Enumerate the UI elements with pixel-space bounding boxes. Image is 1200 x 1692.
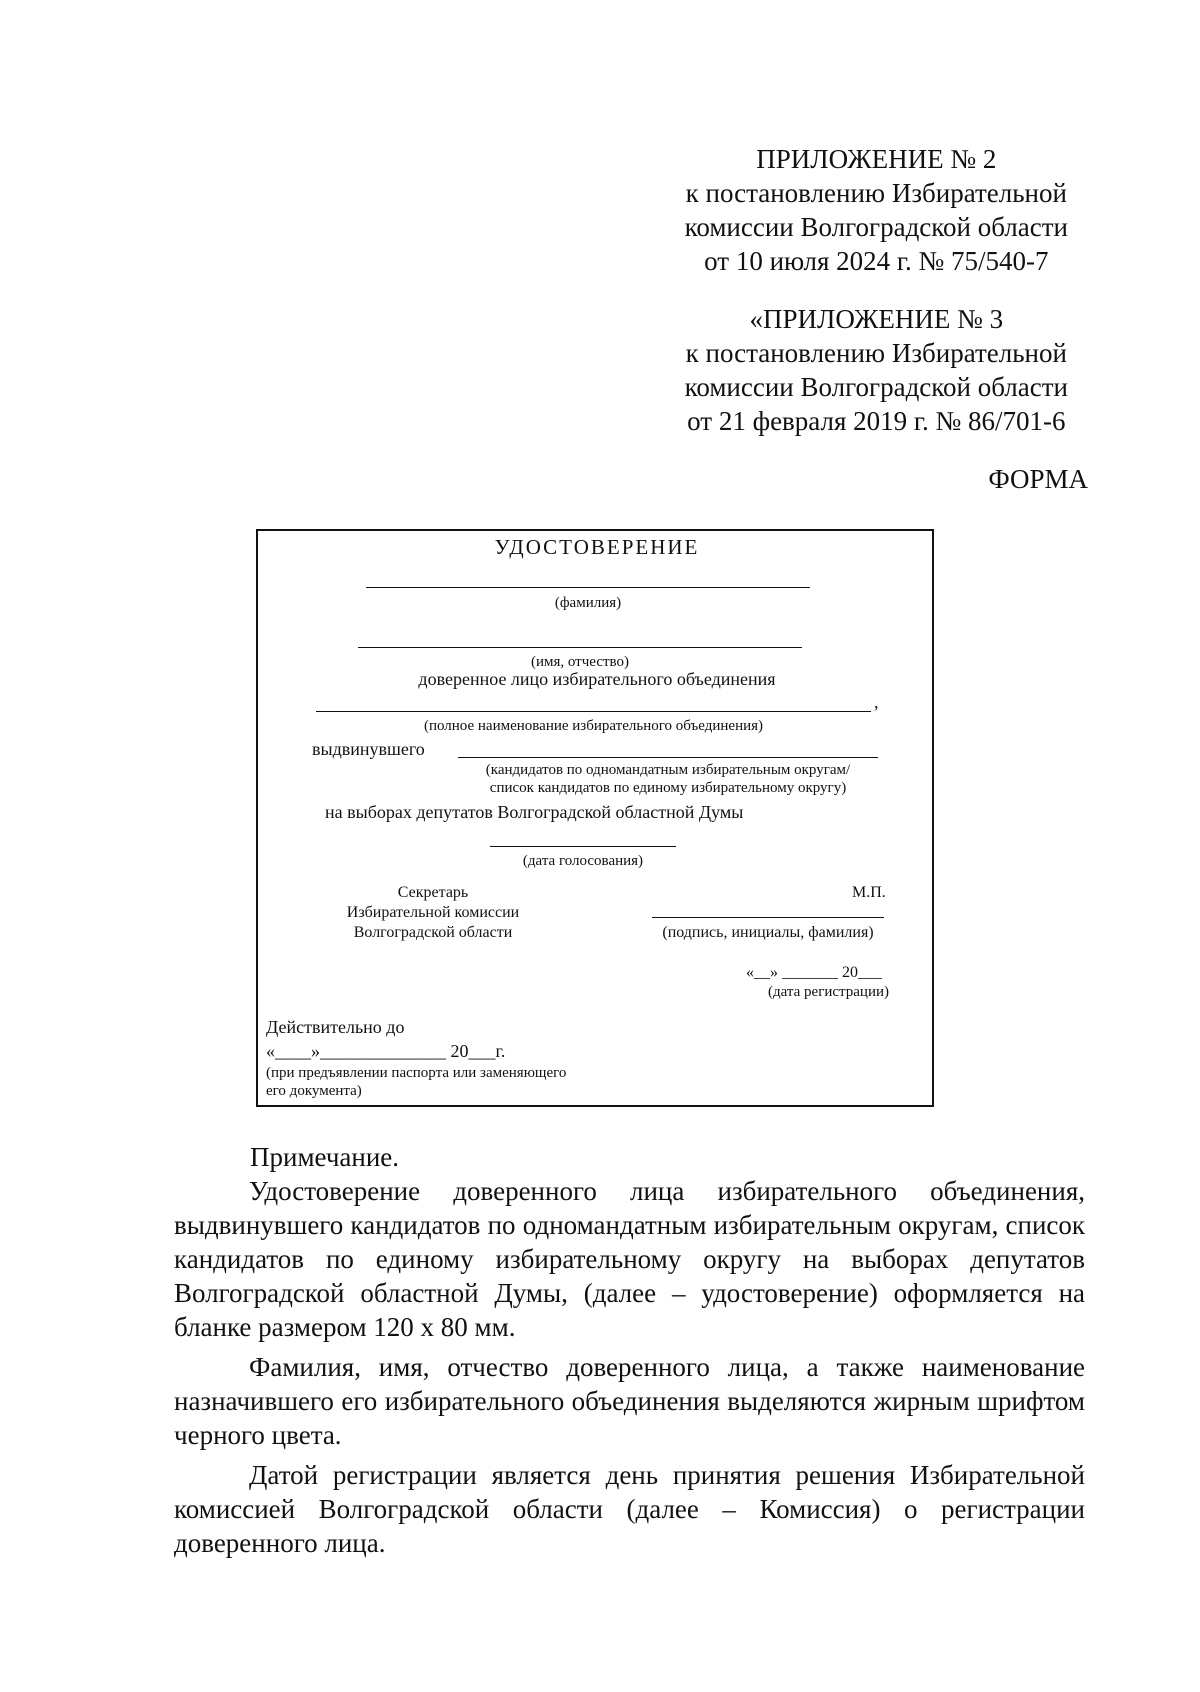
surname-line	[366, 587, 810, 588]
appendix-3-line2: к постановлению Избирательной	[685, 338, 1067, 368]
signature-line	[652, 917, 884, 918]
name-line	[358, 647, 802, 648]
appendix-3-title: «ПРИЛОЖЕНИЕ № 3	[749, 304, 1004, 334]
note-paragraph-3: Датой регистрации является день принятия решения Избирательной комиссией Волгоградской области (далее – Комиссия) о регистрации доверенного лица.	[174, 1460, 1085, 1558]
secretary-line-3: Волгоградской области	[353, 924, 513, 941]
note-paragraph-2: Фамилия, имя, отчество доверенного лица, а также наименование назначившего его избирательного объединения выделяются жирным шрифтом черного цвета.	[174, 1352, 1085, 1450]
certificate-form	[256, 529, 934, 1107]
nominated-caption-1: (кандидатов по одномандатным избирательным округам/	[485, 762, 851, 778]
signature-caption: (подпись, инициалы, фамилия)	[662, 924, 874, 941]
appendix-2-line3: комиссии Волгоградской области	[684, 212, 1068, 242]
stamp-mark: М.П.	[852, 884, 886, 901]
registration-date-caption: (дата регистрации)	[768, 984, 890, 1000]
valid-caption-2: его документа)	[266, 1083, 362, 1099]
appendix-2-line2: к постановлению Избирательной	[685, 178, 1067, 208]
appendix-3-header	[685, 302, 1068, 438]
valid-until-date: «____»______________ 20___г.	[266, 1041, 506, 1061]
note-paragraph-1: Удостоверение доверенного лица избирательного объединения, выдвинувшего кандидатов по одномандатным избирательным округам, список кандидатов по единому избирательному округу на выборах депутатов Волгоградской областной Думы, (далее – удостоверение) оформляется на бланке размером 120 х 80 мм.	[174, 1176, 1085, 1342]
valid-caption-1: (при предъявлении паспорта или заменяющего	[266, 1065, 567, 1081]
appendix-2-line4: от 10 июля 2024 г. № 75/540-7	[704, 246, 1049, 276]
appendix-3-line3: комиссии Волгоградской области	[684, 372, 1068, 402]
elections-text: на выборах депутатов Волгоградской областной Думы	[325, 802, 744, 822]
note-title: Примечание.	[250, 1142, 400, 1172]
org-caption: (полное наименование избирательного объединения)	[423, 718, 764, 734]
nominated-line	[458, 757, 878, 758]
appendix-3-line4: от 21 февраля 2019 г. № 86/701-6	[687, 406, 1066, 436]
org-comma: ,	[874, 692, 879, 712]
appendix-2-title: ПРИЛОЖЕНИЕ № 2	[756, 144, 997, 174]
surname-caption: (фамилия)	[554, 595, 622, 611]
role-text: доверенное лицо избирательного объединения	[418, 669, 776, 689]
note-section	[174, 1140, 1085, 1560]
appendix-2-header	[685, 142, 1068, 278]
secretary-line-1: Секретарь	[397, 884, 469, 901]
nominated-caption-2: список кандидатов по единому избирательному округу)	[489, 780, 847, 796]
nominated-label: выдвинувшего	[312, 739, 425, 759]
form-label: ФОРМА	[988, 464, 1088, 494]
valid-until-label: Действительно до	[266, 1017, 405, 1037]
voting-date-line	[490, 846, 676, 847]
certificate-title: УДОСТОВЕРЕНИЕ	[494, 535, 700, 559]
voting-date-caption: (дата голосования)	[522, 853, 644, 869]
secretary-line-2: Избирательной комиссии	[346, 904, 520, 921]
name-caption: (имя, отчество)	[530, 654, 630, 670]
org-line	[316, 711, 871, 712]
registration-date: «__» _______ 20___	[746, 964, 882, 981]
